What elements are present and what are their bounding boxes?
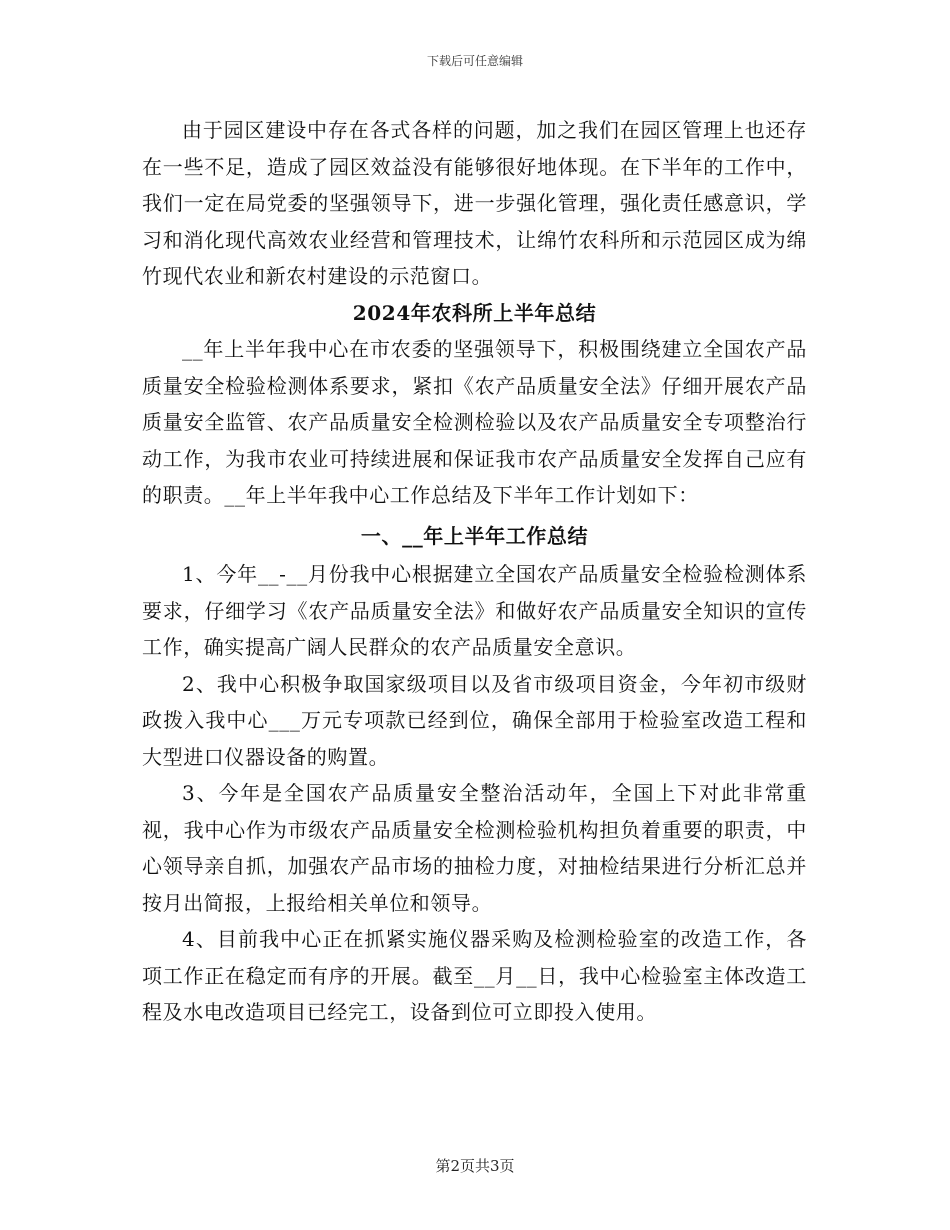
intro-paragraph: 由于园区建设中存在各式各样的问题，加之我们在园区管理上也还存在一些不足，造成了园区效益没有能够很好地体现。在下半年的工作中，我们一定在局党委的坚强领导下，进一步强化管理，强化责任感意识，学习和消化现代高效农业经营和管理技术，让绵竹农科所和示范园区成为绵竹现代农业和新农村建设的示范窗口。 [142,118,807,288]
list-item: 4、目前我中心正在抓紧实施仪器采购及检测检验室的改造工作，各项工作正在稳定而有序的开展。截至__月__日，我中心检验室主体改造工程及水电改造项目已经完工，设备到位可立即投入使用。 [142,927,807,1024]
list-item: 1、今年__-__月份我中心根据建立全国农产品质量安全检验检测体系要求，仔细学习《农产品质量安全法》和做好农产品质量安全知识的宣传工作，确实提高广阔人民群众的农产品质量安全意识。 [142,562,807,659]
document-body [142,112,807,1031]
section-heading: 一、__年上半年工作总结 [360,523,589,548]
list-item: 2、我中心积极争取国家级项目以及省市级项目资金，今年初市级财政拨入我中心___万元专项款已经到位，确保全部用于检验室改造工程和大型进口仪器设备的购置。 [142,671,807,769]
document-title: 2024年农科所上半年总结 [352,300,597,325]
page-number: 第2页共3页 [435,1157,515,1175]
page-header-note: 下载后可任意编辑 [426,54,523,68]
list-item: 3、今年是全国农产品质量安全整治活动年，全国上下对此非常重视，我中心作为市级农产品质量安全检测检验机构担负着重要的职责，中心领导亲自抓，加强农产品市场的抽检力度，对抽检结果进行分析汇总并按月出简报，上报给相关单位和领导。 [142,781,807,915]
opening-paragraph: __年上半年我中心在市农委的坚强领导下，积极围绕建立全国农产品质量安全检验检测体系要求，紧扣《农产品质量安全法》仔细开展农产品质量安全监管、农产品质量安全检测检验以及农产品质量安全专项整治行动工作，为我市农业可持续进展和保证我市农产品质量安全发挥自己应有的职责。__年上半年我中心工作总结及下半年工作计划如下： [142,337,807,507]
